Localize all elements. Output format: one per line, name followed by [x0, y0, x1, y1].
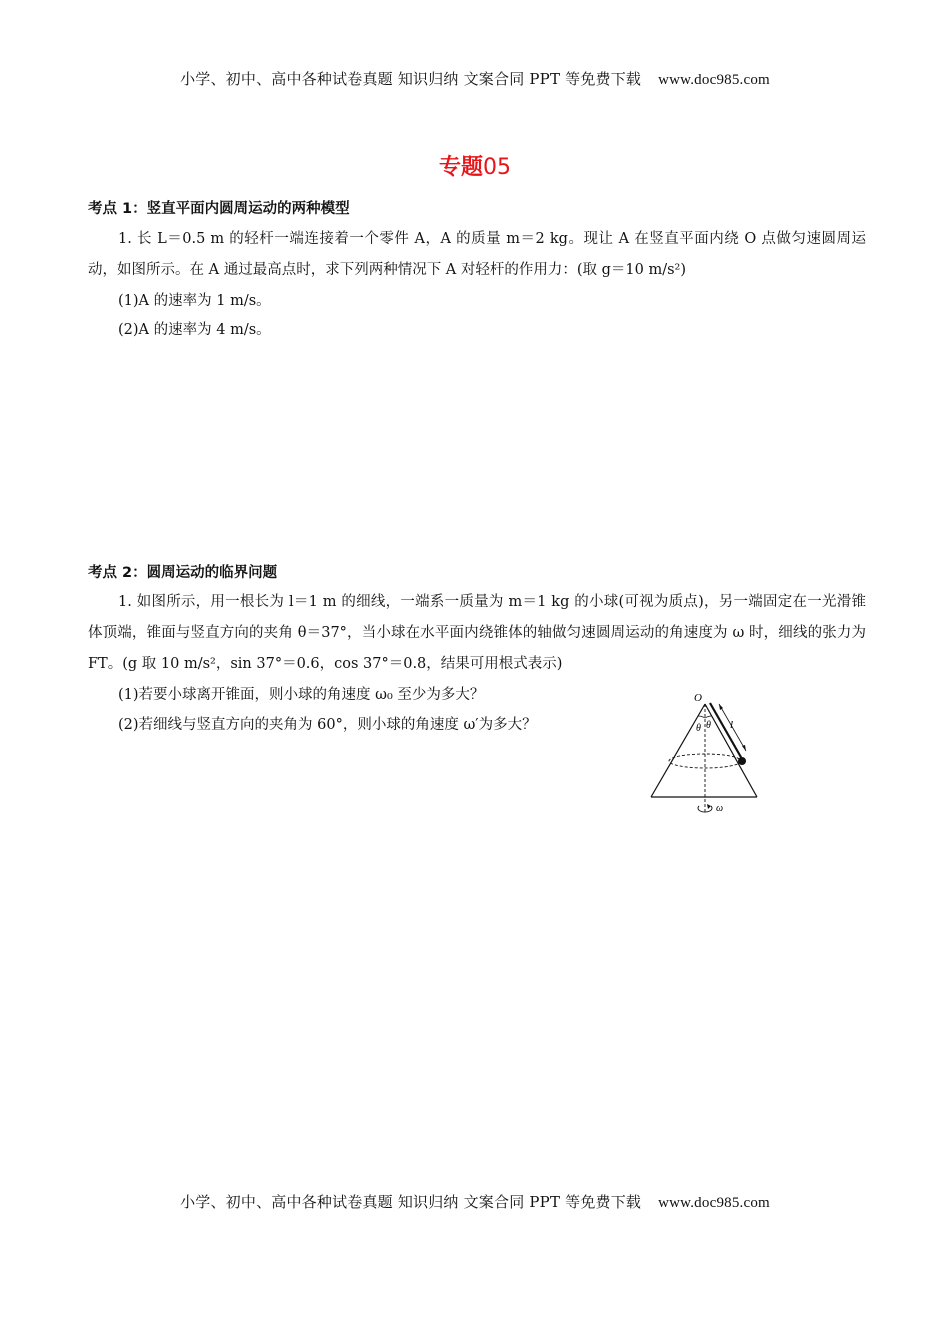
section1-q2: (2)A 的速率为 4 m/s。	[118, 322, 271, 338]
cone-right-edge	[705, 704, 757, 797]
section2-problem: 1. 如图所示，用一根长为 l＝1 m 的细线，一端系一质量为 m＝1 kg 的小球(可视为质点)，另一端固定在一光滑锥体顶端，锥面与竖直方向的夹角 θ＝37°，当小球在水平面内绕锥体的轴做匀速圆周运动的角速度为 ω 时，细线的张力为 FT。(g 取 10 m/s²，sin 37°＝0.6，cos 37°＝0.8，结果可用根式表示)	[88, 594, 866, 672]
length-arrow-head-top	[719, 704, 723, 710]
rotation-arrow-head	[707, 804, 711, 809]
apex-label: O	[694, 692, 702, 704]
cone-left-edge	[651, 704, 705, 797]
section1-problem: 1. 长 L＝0.5 m 的轻杆一端连接着一个零件 A，A 的质量 m＝2 kg。现让 A 在竖直平面内绕 O 点做匀速圆周运动，如图所示。在 A 通过最高点时，求下列两种情况下 A 对轻杆的作用力：(取 g＝10 m/s²)	[88, 231, 866, 278]
header-url[interactable]: www.doc985.com	[658, 72, 770, 88]
length-arrow-head-bottom	[742, 745, 746, 751]
header-banner	[0, 68, 950, 89]
footer-text: 小学、初中、高中各种试卷真题 知识归纳 文案合同 PPT 等免费下载	[180, 1193, 642, 1211]
cone-figure	[640, 690, 770, 820]
section1-heading: 考点 1：竖直平面内圆周运动的两种模型	[88, 201, 350, 217]
footer-banner	[0, 1191, 950, 1212]
title-prefix: 专题	[438, 155, 483, 180]
length-label: l	[730, 719, 734, 731]
section2-q2: (2)若细线与竖直方向的夹角为 60°，则小球的角速度 ω′为多大？	[118, 717, 537, 733]
ball	[738, 757, 746, 765]
title-number: 05	[483, 155, 511, 180]
theta-label-left: θ	[696, 723, 701, 734]
section2-heading: 考点 2：圆周运动的临界问题	[88, 565, 278, 581]
omega-label: ω	[716, 803, 724, 814]
header-text: 小学、初中、高中各种试卷真题 知识归纳 文案合同 PPT 等免费下载	[180, 70, 642, 88]
section1-q1: (1)A 的速率为 1 m/s。	[118, 293, 271, 309]
page-title	[0, 150, 950, 181]
string-line	[710, 703, 742, 759]
section2-q1: (1)若要小球离开锥面，则小球的角速度 ω₀ 至少为多大？	[118, 687, 485, 703]
theta-label-right: θ	[706, 720, 711, 731]
angle-arc-right	[705, 716, 712, 718]
angle-arc-left	[698, 716, 705, 718]
footer-url[interactable]: www.doc985.com	[658, 1195, 770, 1211]
